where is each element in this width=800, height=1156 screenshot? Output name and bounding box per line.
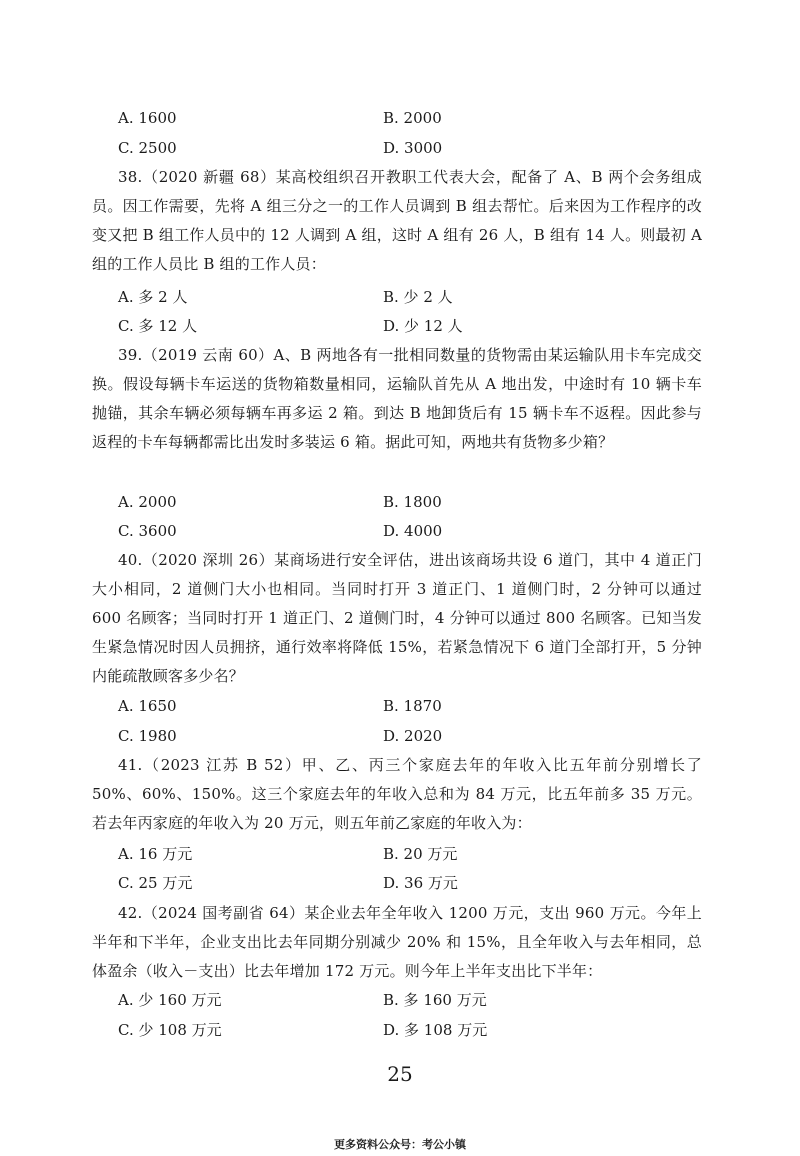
q41-stem: 41.（2023 江苏 B 52）甲、乙、丙三个家庭去年的年收入比五年前分别增长了 50%、60%、150%。这三个家庭去年的年收入总和为 84 万元，比五年前多 35 万元。若去年丙家庭的年收入为 20 万元，则五年前乙家庭的年收入为：	[92, 756, 702, 832]
q41-option-a: A. 16 万元	[118, 845, 193, 863]
q40-options-row-1	[118, 692, 678, 720]
q38-options-row-1	[118, 283, 678, 311]
q37-options-row-2	[118, 134, 678, 162]
q38-option-c: C. 多 12 人	[118, 317, 198, 335]
q37-option-a: A. 1600	[118, 109, 177, 127]
q39-option-a: A. 2000	[118, 493, 177, 511]
q41-options-row-1	[118, 840, 678, 868]
q42-option-d: D. 多 108 万元	[383, 1021, 488, 1039]
q40-options-row-2	[118, 722, 678, 750]
q42-option-c: C. 少 108 万元	[118, 1021, 222, 1039]
footer-watermark: 更多资料公众号：考公小镇	[334, 1138, 466, 1151]
q42-option-b: B. 多 160 万元	[383, 991, 487, 1009]
q39-option-c: C. 3600	[118, 522, 177, 540]
q38-option-a: A. 多 2 人	[118, 288, 188, 306]
page-number: 25	[387, 1062, 413, 1086]
q37-options-row-1	[118, 104, 678, 132]
q38-option-d: D. 少 12 人	[383, 317, 463, 335]
q40-option-d: D. 2020	[383, 727, 443, 745]
q41-option-d: D. 36 万元	[383, 874, 458, 892]
q38-stem: 38.（2020 新疆 68）某高校组织召开教职工代表大会，配备了 A、B 两个会务组成员。因工作需要，先将 A 组三分之一的工作人员调到 B 组去帮忙。后来因为工作程序的改变又把 B 组工作人员中的 12 人调到 A 组，这时 A 组有 26 人，B 组有 14 人。则最初 A 组的工作人员比 B 组的工作人员：	[92, 168, 702, 273]
q41-option-b: B. 20 万元	[383, 845, 458, 863]
q38-options-row-2	[118, 312, 678, 340]
q40-option-c: C. 1980	[118, 727, 177, 745]
q42-option-a: A. 少 160 万元	[118, 991, 222, 1009]
q42-stem: 42.（2024 国考副省 64）某企业去年全年收入 1200 万元，支出 960 万元。今年上半年和下半年，企业支出比去年同期分别减少 20% 和 15%，且全年收入与去年相同，总体盈余（收入－支出）比去年增加 172 万元。则今年上半年支出比下半年：	[92, 904, 702, 980]
q42-options-row-2	[118, 1016, 678, 1044]
q37-option-c: C. 2500	[118, 139, 177, 157]
q37-option-d: D. 3000	[383, 139, 443, 157]
q41-options-row-2	[118, 869, 678, 897]
q39-options-row-2	[118, 517, 678, 545]
q42-options-row-1	[118, 986, 678, 1014]
q38-option-b: B. 少 2 人	[383, 288, 453, 306]
q39-options-row-1	[118, 488, 678, 516]
q39-stem: 39.（2019 云南 60）A、B 两地各有一批相同数量的货物需由某运输队用卡车完成交换。假设每辆卡车运送的货物箱数量相同，运输队首先从 A 地出发，中途时有 10 辆卡车抛锚，其余车辆必须每辆车再多运 2 箱。到达 B 地卸货后有 15 辆卡车不返程。因此参与返程的卡车每辆都需比出发时多装运 6 箱。据此可知，两地共有货物多少箱？	[92, 346, 702, 451]
q40-option-b: B. 1870	[383, 697, 442, 715]
q39-option-b: B. 1800	[383, 493, 442, 511]
q41-option-c: C. 25 万元	[118, 874, 193, 892]
q37-option-b: B. 2000	[383, 109, 442, 127]
q40-stem: 40.（2020 深圳 26）某商场进行安全评估，进出该商场共设 6 道门，其中 4 道正门大小相同，2 道侧门大小也相同。当同时打开 3 道正门、1 道侧门时，2 分钟可以通过 600 名顾客；当同时打开 1 道正门、2 道侧门时，4 分钟可以通过 800 名顾客。已知当发生紧急情况时因人员拥挤，通行效率将降低 15%，若紧急情况下 6 道门全部打开，5 分钟内能疏散顾客多少名？	[92, 551, 702, 685]
q40-option-a: A. 1650	[118, 697, 177, 715]
q39-option-d: D. 4000	[383, 522, 443, 540]
